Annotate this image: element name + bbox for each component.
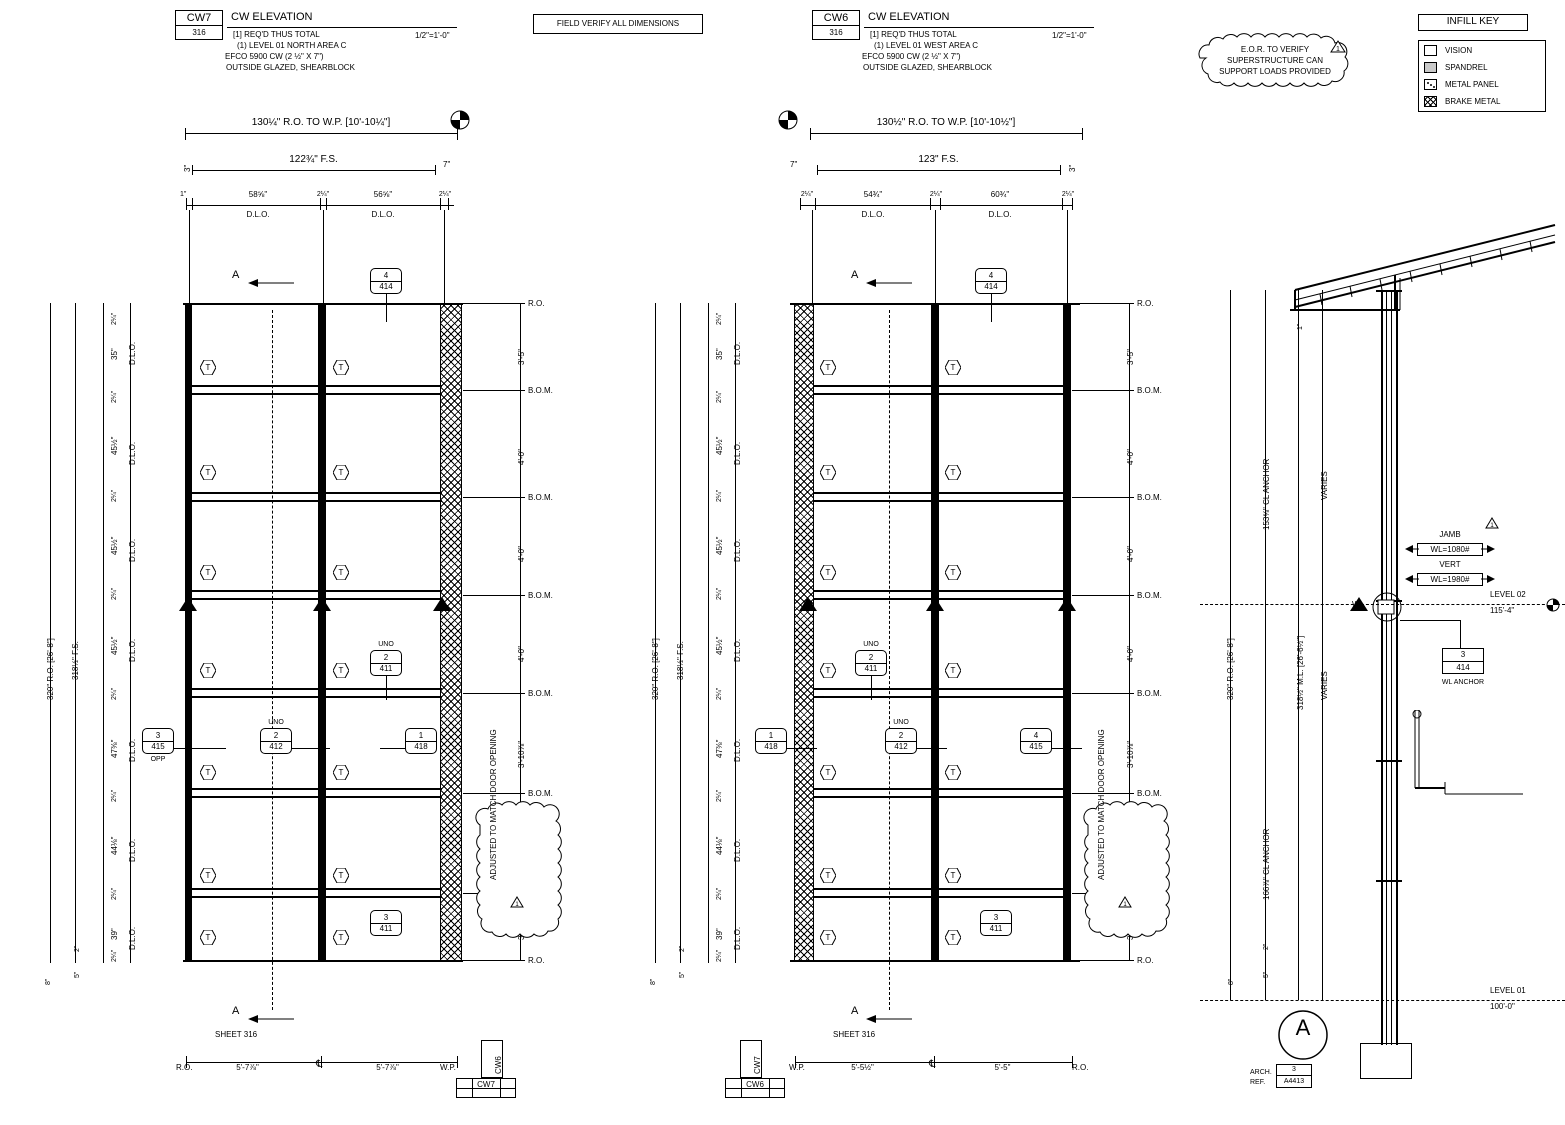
callout-sheet: 412 [261, 741, 291, 752]
elev1-top-seg-2: 58⅝" [248, 190, 268, 199]
elevation-2-title: CW ELEVATION [868, 11, 950, 23]
elev1-left-dim: 47⅜" [110, 739, 119, 758]
svg-text:1: 1 [1490, 523, 1494, 529]
elevation-2-note-2: (1) LEVEL 01 WEST AREA C [874, 41, 979, 50]
elev2-right-label: B.O.M. [1137, 493, 1162, 502]
elevation-2-scale: 1/2"=1'-0" [1052, 31, 1087, 40]
level-02-elev: 115'-4" [1490, 606, 1515, 615]
elev1-left-dlo: D.L.O. [128, 838, 137, 862]
arch-ref-sheet: A4413 [1283, 1078, 1305, 1085]
glass-type-marker: T [945, 765, 961, 780]
elev2-right-label: B.O.M. [1137, 591, 1162, 600]
elev1-bottom-dim-1: 5'-7⅞" [236, 1063, 259, 1072]
elev1-top-seg-3: 2¼" [316, 191, 330, 198]
callout-number: 2 [383, 653, 389, 662]
elev2-top-seg-5: 2¼" [1061, 191, 1075, 198]
elev2-top-dlo-2: D.L.O. [988, 210, 1012, 219]
elev1-left-dlo: D.L.O. [128, 738, 137, 762]
callout-number: 4 [1033, 731, 1039, 740]
elev2-bottom-small-dim-2: 5" [679, 971, 686, 978]
elev2-left-dlo: D.L.O. [733, 738, 742, 762]
elev1-top-seg-4: 56⅝" [373, 190, 393, 199]
elevation-2-note-3: EFCO 5900 CW (2 ½" X 7") [862, 52, 961, 61]
callout-sheet: 418 [406, 741, 436, 752]
elev1-right-dim: 4'-0" [517, 449, 526, 465]
elevation-2-tag: CW6 [823, 12, 849, 24]
elevation-1-title: CW ELEVATION [231, 11, 313, 23]
callout-sheet: 418 [756, 741, 786, 752]
elev2-right-dim: 4'-0" [1126, 449, 1135, 465]
glass-type-marker: T [945, 663, 961, 678]
section-wl-anchor-label: WL ANCHOR [1441, 679, 1485, 686]
elevation-1-sheet: 316 [192, 28, 206, 37]
callout-number: 2 [898, 731, 904, 740]
glass-type-marker: T [945, 465, 961, 480]
elev2-overall-ro-dim: 320" R.O. [26'-8"] [651, 638, 660, 700]
elev2-section-mark-bottom: A [851, 1005, 859, 1017]
callout-sheet: 411 [371, 663, 401, 674]
section-top-small-dim: 1" [1297, 323, 1304, 330]
glass-type-marker: T [945, 868, 961, 883]
jamb-load-value: WL=1080# [1430, 545, 1470, 554]
elev1-bottom-small-dim-2: 5" [74, 971, 81, 978]
elev1-overall-ro-dim: 320" R.O. [26'-8"] [46, 638, 55, 700]
elev2-fs-vert-dim: 318½" F.S. [676, 641, 685, 680]
elev1-section-mark-top: A [232, 269, 240, 281]
glass-type-marker: T [200, 360, 216, 375]
elev1-top-end-dim-left: 3" [183, 164, 192, 172]
elev2-bottom-label-cl: ℄ [929, 1059, 936, 1070]
callout-prefix-uno: UNO [378, 641, 394, 648]
callout-sheet: 414 [976, 281, 1006, 292]
elev1-fs-vert-dim: 318½" F.S. [71, 641, 80, 680]
elev2-left-dim: 45½" [715, 536, 724, 555]
elev1-top-end-dim-right: 7" [443, 160, 451, 169]
anchor-symbol [926, 597, 944, 611]
elev2-left-dim: 2¼" [716, 390, 723, 403]
infill-key-label-vision: VISION [1445, 46, 1473, 55]
vert-load-label: VERT [1439, 560, 1461, 569]
elev1-right-label: B.O.M. [528, 493, 553, 502]
svg-text:1: 1 [515, 902, 519, 908]
elev1-corner-tag-top: CW6 [494, 1056, 503, 1074]
elev1-bottom-label-ro: R.O. [176, 1063, 193, 1072]
elev2-left-dim: 45½" [715, 636, 724, 655]
callout-sheet: 411 [981, 923, 1011, 934]
elev1-left-dlo: D.L.O. [128, 341, 137, 365]
elev2-right-dim: 3'-10⅞" [1126, 740, 1135, 768]
glass-type-marker: T [820, 868, 836, 883]
elev2-door-opening-note: ADJUSTED TO MATCH DOOR OPENING [1097, 729, 1106, 880]
anchor-symbol [1058, 597, 1076, 611]
elev2-left-dim: 2¼" [716, 687, 723, 700]
glass-type-marker: T [820, 360, 836, 375]
elev1-left-dim: 2¼" [111, 949, 118, 962]
elevation-2-sheet: 316 [829, 28, 843, 37]
eor-note-line-2: SUPERSTRUCTURE CAN [1226, 56, 1323, 65]
elev2-corner-tag-top: CW7 [753, 1056, 762, 1074]
elevation-2-note-1: [1] REQ'D THUS TOTAL [870, 30, 957, 39]
eor-note-line-1: E.O.R. TO VERIFY [1240, 45, 1310, 54]
elev2-left-dlo: D.L.O. [733, 838, 742, 862]
elev1-left-dim: 45½" [110, 436, 119, 455]
infill-key-label-spandrel: SPANDREL [1445, 63, 1488, 72]
elev2-bottom-small-dim-1: 2" [679, 945, 686, 952]
elev1-sheet-ref: SHEET 316 [215, 1030, 258, 1039]
elev1-right-label: R.O. [528, 956, 545, 965]
arch-ref-label-line2: REF. [1250, 1079, 1266, 1086]
callout-suffix-opp: OPP [150, 756, 166, 763]
callout-sheet: 415 [143, 741, 173, 752]
elev2-left-dlo: D.L.O. [733, 638, 742, 662]
section-interior-detail [1405, 710, 1525, 810]
section-wl-label: WL [1352, 600, 1364, 609]
elev2-bottom-label-ro: R.O. [1072, 1063, 1089, 1072]
elev1-right-dim: 4'-0" [517, 546, 526, 562]
elev1-right-label: B.O.M. [528, 689, 553, 698]
elev2-bottom-label-wp: W.P. [789, 1063, 805, 1072]
elev2-right-dim: 4'-0" [1126, 646, 1135, 662]
section-ml-dim: 318½" M.L. [26'-6½"] [1296, 635, 1305, 710]
callout-number: 3 [155, 731, 161, 740]
elev1-left-dlo: D.L.O. [128, 926, 137, 950]
elev1-right-dim: 3'-10⅞" [517, 740, 526, 768]
glass-type-marker: T [333, 465, 349, 480]
level-01-name: LEVEL 01 [1490, 986, 1526, 995]
elev2-fs-dim: 123" F.S. [918, 154, 959, 165]
elev2-mullion-mid [931, 303, 939, 962]
elev2-left-dim: 39" [715, 928, 724, 940]
elevation-1-note-4: OUTSIDE GLAZED, SHEARBLOCK [226, 63, 355, 72]
elevation-1-tag: CW7 [186, 12, 212, 24]
callout-sheet: 415 [1021, 741, 1051, 752]
elev1-right-dim: 4'-0" [517, 646, 526, 662]
elevation-1-note-1: [1] REQ'D THUS TOTAL [233, 30, 320, 39]
callout-number: 2 [273, 731, 279, 740]
glass-type-marker: T [820, 465, 836, 480]
arch-ref-number: 3 [1292, 1066, 1296, 1073]
glass-type-marker: T [200, 765, 216, 780]
elev2-centerline [889, 310, 890, 1010]
infill-key-label-brake-metal: BRAKE METAL [1445, 97, 1501, 106]
elev2-top-seg-2: 54¾" [863, 190, 883, 199]
callout-number: 2 [868, 653, 874, 662]
section-varies-upper: VARIES [1320, 471, 1329, 500]
eor-note-line-3: SUPPORT LOADS PROVIDED [1219, 67, 1331, 76]
callout-sheet: 411 [371, 923, 401, 934]
callout-sheet: 411 [856, 663, 886, 674]
elev1-left-dlo: D.L.O. [128, 638, 137, 662]
section-bottom-small-dim-1: 2" [1263, 943, 1270, 950]
section-varies-lower: VARIES [1320, 671, 1329, 700]
elev1-right-label: B.O.M. [528, 386, 553, 395]
glass-type-marker: T [333, 930, 349, 945]
elev2-top-seg-1: 2¼" [800, 191, 814, 198]
callout-prefix-uno: UNO [863, 641, 879, 648]
infill-key-label-metal-panel: METAL PANEL [1445, 80, 1499, 89]
elev1-left-dim: 2¼" [111, 312, 118, 325]
svg-text:1: 1 [1336, 46, 1340, 53]
elev1-corner-tag-bottom: CW7 [477, 1080, 495, 1089]
callout-sheet: 412 [886, 741, 916, 752]
elev1-left-dim: 2¼" [111, 390, 118, 403]
elevation-1-scale: 1/2"=1'-0" [415, 31, 450, 40]
callout-number: 1 [768, 731, 774, 740]
glass-type-marker: T [820, 930, 836, 945]
elev2-section-mark-top: A [851, 269, 859, 281]
elev2-right-label: R.O. [1137, 956, 1154, 965]
elev2-brake-metal-panel [794, 303, 814, 962]
elev2-left-dim: 2¼" [716, 489, 723, 502]
glass-type-marker: T [200, 565, 216, 580]
elev1-door-opening-note: ADJUSTED TO MATCH DOOR OPENING [489, 729, 498, 880]
section-cl-anchor-upper: 153⅝" CL ANCHOR [1262, 458, 1271, 530]
section-overall-ro-dim: 320" R.O. [26'-8"] [1226, 638, 1235, 700]
glass-type-marker: T [333, 360, 349, 375]
elev2-left-dlo: D.L.O. [733, 441, 742, 465]
elev2-left-dim: 2¼" [716, 587, 723, 600]
elev2-top-seg-4: 60¾" [990, 190, 1010, 199]
work-point-symbol [778, 110, 798, 135]
callout-number: 3 [383, 913, 389, 922]
level-01-elev: 100'-0" [1490, 1002, 1515, 1011]
glass-type-marker: T [333, 663, 349, 678]
elev2-bottom-dim-2: 5'-5" [994, 1063, 1011, 1072]
elev2-left-dim: 45½" [715, 436, 724, 455]
section-cw-mullion-inner [1396, 290, 1398, 1045]
section-a-drawing [1200, 0, 1565, 1125]
elev1-left-dim: 2¼" [111, 587, 118, 600]
section-mark-letter: A [1295, 1015, 1311, 1040]
callout-prefix-uno: UNO [268, 719, 284, 726]
elev2-bottom-small-dim-3: 8" [650, 978, 657, 985]
section-mark-bubble [1278, 1010, 1328, 1065]
elevation-1-note-2: (1) LEVEL 01 NORTH AREA C [237, 41, 347, 50]
glass-type-marker: T [820, 765, 836, 780]
elev2-left-dim: 2¼" [716, 949, 723, 962]
elev1-overall-top-dim: 130¼" R.O. TO W.P. [10'-10¼"] [251, 117, 391, 128]
elev1-section-mark-bottom: A [232, 1005, 240, 1017]
elev2-overall-top-dim: 130½" R.O. TO W.P. [10'-10½"] [876, 117, 1016, 128]
elev1-top-dlo-1: D.L.O. [246, 210, 270, 219]
level-02-name: LEVEL 02 [1490, 590, 1526, 599]
section-wl-anchor-detail [1372, 592, 1402, 627]
elev1-right-label: B.O.M. [528, 591, 553, 600]
elev1-top-seg-5: 2¼" [438, 191, 452, 198]
level-02-line [1200, 604, 1565, 605]
glass-type-marker: T [945, 360, 961, 375]
arch-ref-label-line1: ARCH. [1250, 1069, 1272, 1076]
elev1-bottom-label-cl: ℄ [316, 1059, 323, 1070]
elev2-door-opening-cloud [1078, 795, 1188, 945]
section-cl-anchor-lower: 166⅞" CL ANCHOR [1262, 828, 1271, 900]
svg-text:1: 1 [1123, 902, 1127, 908]
callout-number: 3 [993, 913, 999, 922]
elev1-bottom-small-dim-3: 8" [45, 978, 52, 985]
vert-load-value: WL=1980# [1430, 575, 1470, 584]
jamb-load-revision-delta-icon [1485, 516, 1499, 534]
glass-type-marker: T [200, 930, 216, 945]
elev1-left-dim: 39" [110, 928, 119, 940]
section-cw-mullion-outer [1381, 290, 1383, 1045]
elev1-top-seg-1: 1" [180, 191, 187, 198]
level-01-line [1200, 1000, 1565, 1001]
glass-type-marker: T [333, 868, 349, 883]
field-verify-note: FIELD VERIFY ALL DIMENSIONS [556, 19, 680, 28]
elev1-bottom-small-dim-1: 2" [74, 945, 81, 952]
glass-type-marker: T [200, 868, 216, 883]
section-bottom-small-dim-2: 5" [1263, 971, 1270, 978]
elev1-left-dlo: D.L.O. [128, 538, 137, 562]
elev1-fs-dim: 122¾" F.S. [289, 154, 338, 165]
elev2-right-label: B.O.M. [1137, 689, 1162, 698]
glass-type-marker: T [333, 565, 349, 580]
elev1-left-dim: 44⅛" [110, 836, 119, 855]
glass-type-marker: T [333, 765, 349, 780]
jamb-load-label: JAMB [1439, 530, 1461, 539]
elev2-corner-tag-bottom: CW6 [746, 1080, 764, 1089]
elev1-left-dim: 2¼" [111, 887, 118, 900]
elev2-bottom-dim-1: 5'-5½" [851, 1063, 874, 1072]
elev1-left-dim: 35" [110, 348, 119, 360]
elev2-left-dim: 35" [715, 348, 724, 360]
glass-type-marker: T [820, 663, 836, 678]
glass-type-marker: T [200, 663, 216, 678]
elev2-revision-delta-icon [1118, 895, 1132, 913]
section-wl-callout-number: 3 [1460, 650, 1466, 659]
elev2-top-seg-3: 2¼" [929, 191, 943, 198]
elev1-right-dim: 3'-5" [517, 349, 526, 365]
elev2-right-label: B.O.M. [1137, 789, 1162, 798]
elev2-right-dim: 3'-5" [1126, 349, 1135, 365]
elev2-left-dlo: D.L.O. [733, 538, 742, 562]
elevation-1-note-3: EFCO 5900 CW (2 ½" X 7") [225, 52, 324, 61]
elev2-top-dlo-1: D.L.O. [861, 210, 885, 219]
callout-number: 4 [988, 271, 994, 280]
elev1-left-dim: 45½" [110, 636, 119, 655]
callout-sheet: 414 [371, 281, 401, 292]
elev2-section-arrow-top [866, 276, 914, 294]
elev2-sheet-ref: SHEET 316 [833, 1030, 876, 1039]
elev2-section-arrow-bottom [866, 1012, 914, 1030]
elev1-left-dlo: D.L.O. [128, 441, 137, 465]
elev2-left-dim: 2¼" [716, 887, 723, 900]
elev1-right-label: R.O. [528, 299, 545, 308]
elev1-left-dim: 45½" [110, 536, 119, 555]
section-bottom-small-dim-3: 8" [1228, 978, 1235, 985]
elev1-left-dim: 2¼" [111, 687, 118, 700]
elev1-left-dim: 2¼" [111, 489, 118, 502]
elev2-left-dim: 44⅛" [715, 836, 724, 855]
infill-key-title: INFILL KEY [1446, 16, 1500, 27]
elev2-left-dim: 2¼" [716, 312, 723, 325]
elev2-left-dlo: D.L.O. [733, 926, 742, 950]
elevation-2-note-4: OUTSIDE GLAZED, SHEARBLOCK [863, 63, 992, 72]
elev2-left-dim: 2¼" [716, 789, 723, 802]
elev2-left-dim: 47⅜" [715, 739, 724, 758]
elev2-top-end-dim-right: 3" [1068, 164, 1077, 172]
level-02-symbol [1545, 598, 1561, 617]
elev2-left-dlo: D.L.O. [733, 341, 742, 365]
section-wl-callout-sheet: 414 [1456, 663, 1470, 672]
glass-type-marker: T [200, 465, 216, 480]
anchor-symbol [799, 597, 817, 611]
callout-number: 1 [418, 731, 424, 740]
elev2-right-dim: 4'-0" [1126, 546, 1135, 562]
callout-prefix-uno: UNO [893, 719, 909, 726]
elev1-bottom-label-wp: W.P. [440, 1063, 456, 1072]
callout-number: 4 [383, 271, 389, 280]
elev1-right-label: B.O.M. [528, 789, 553, 798]
glass-type-marker: T [820, 565, 836, 580]
elev2-jamb-right [1063, 303, 1071, 962]
elev2-right-label: R.O. [1137, 299, 1154, 308]
elev1-left-dim: 2¼" [111, 789, 118, 802]
glass-type-marker: T [945, 565, 961, 580]
section-base-anchor [1360, 1043, 1412, 1079]
glass-type-marker: T [945, 930, 961, 945]
elev2-right-label: B.O.M. [1137, 386, 1162, 395]
elev1-bottom-dim-2: 5'-7⅞" [376, 1063, 399, 1072]
elev1-top-dlo-2: D.L.O. [371, 210, 395, 219]
elev2-top-end-dim-left: 7" [790, 160, 798, 169]
